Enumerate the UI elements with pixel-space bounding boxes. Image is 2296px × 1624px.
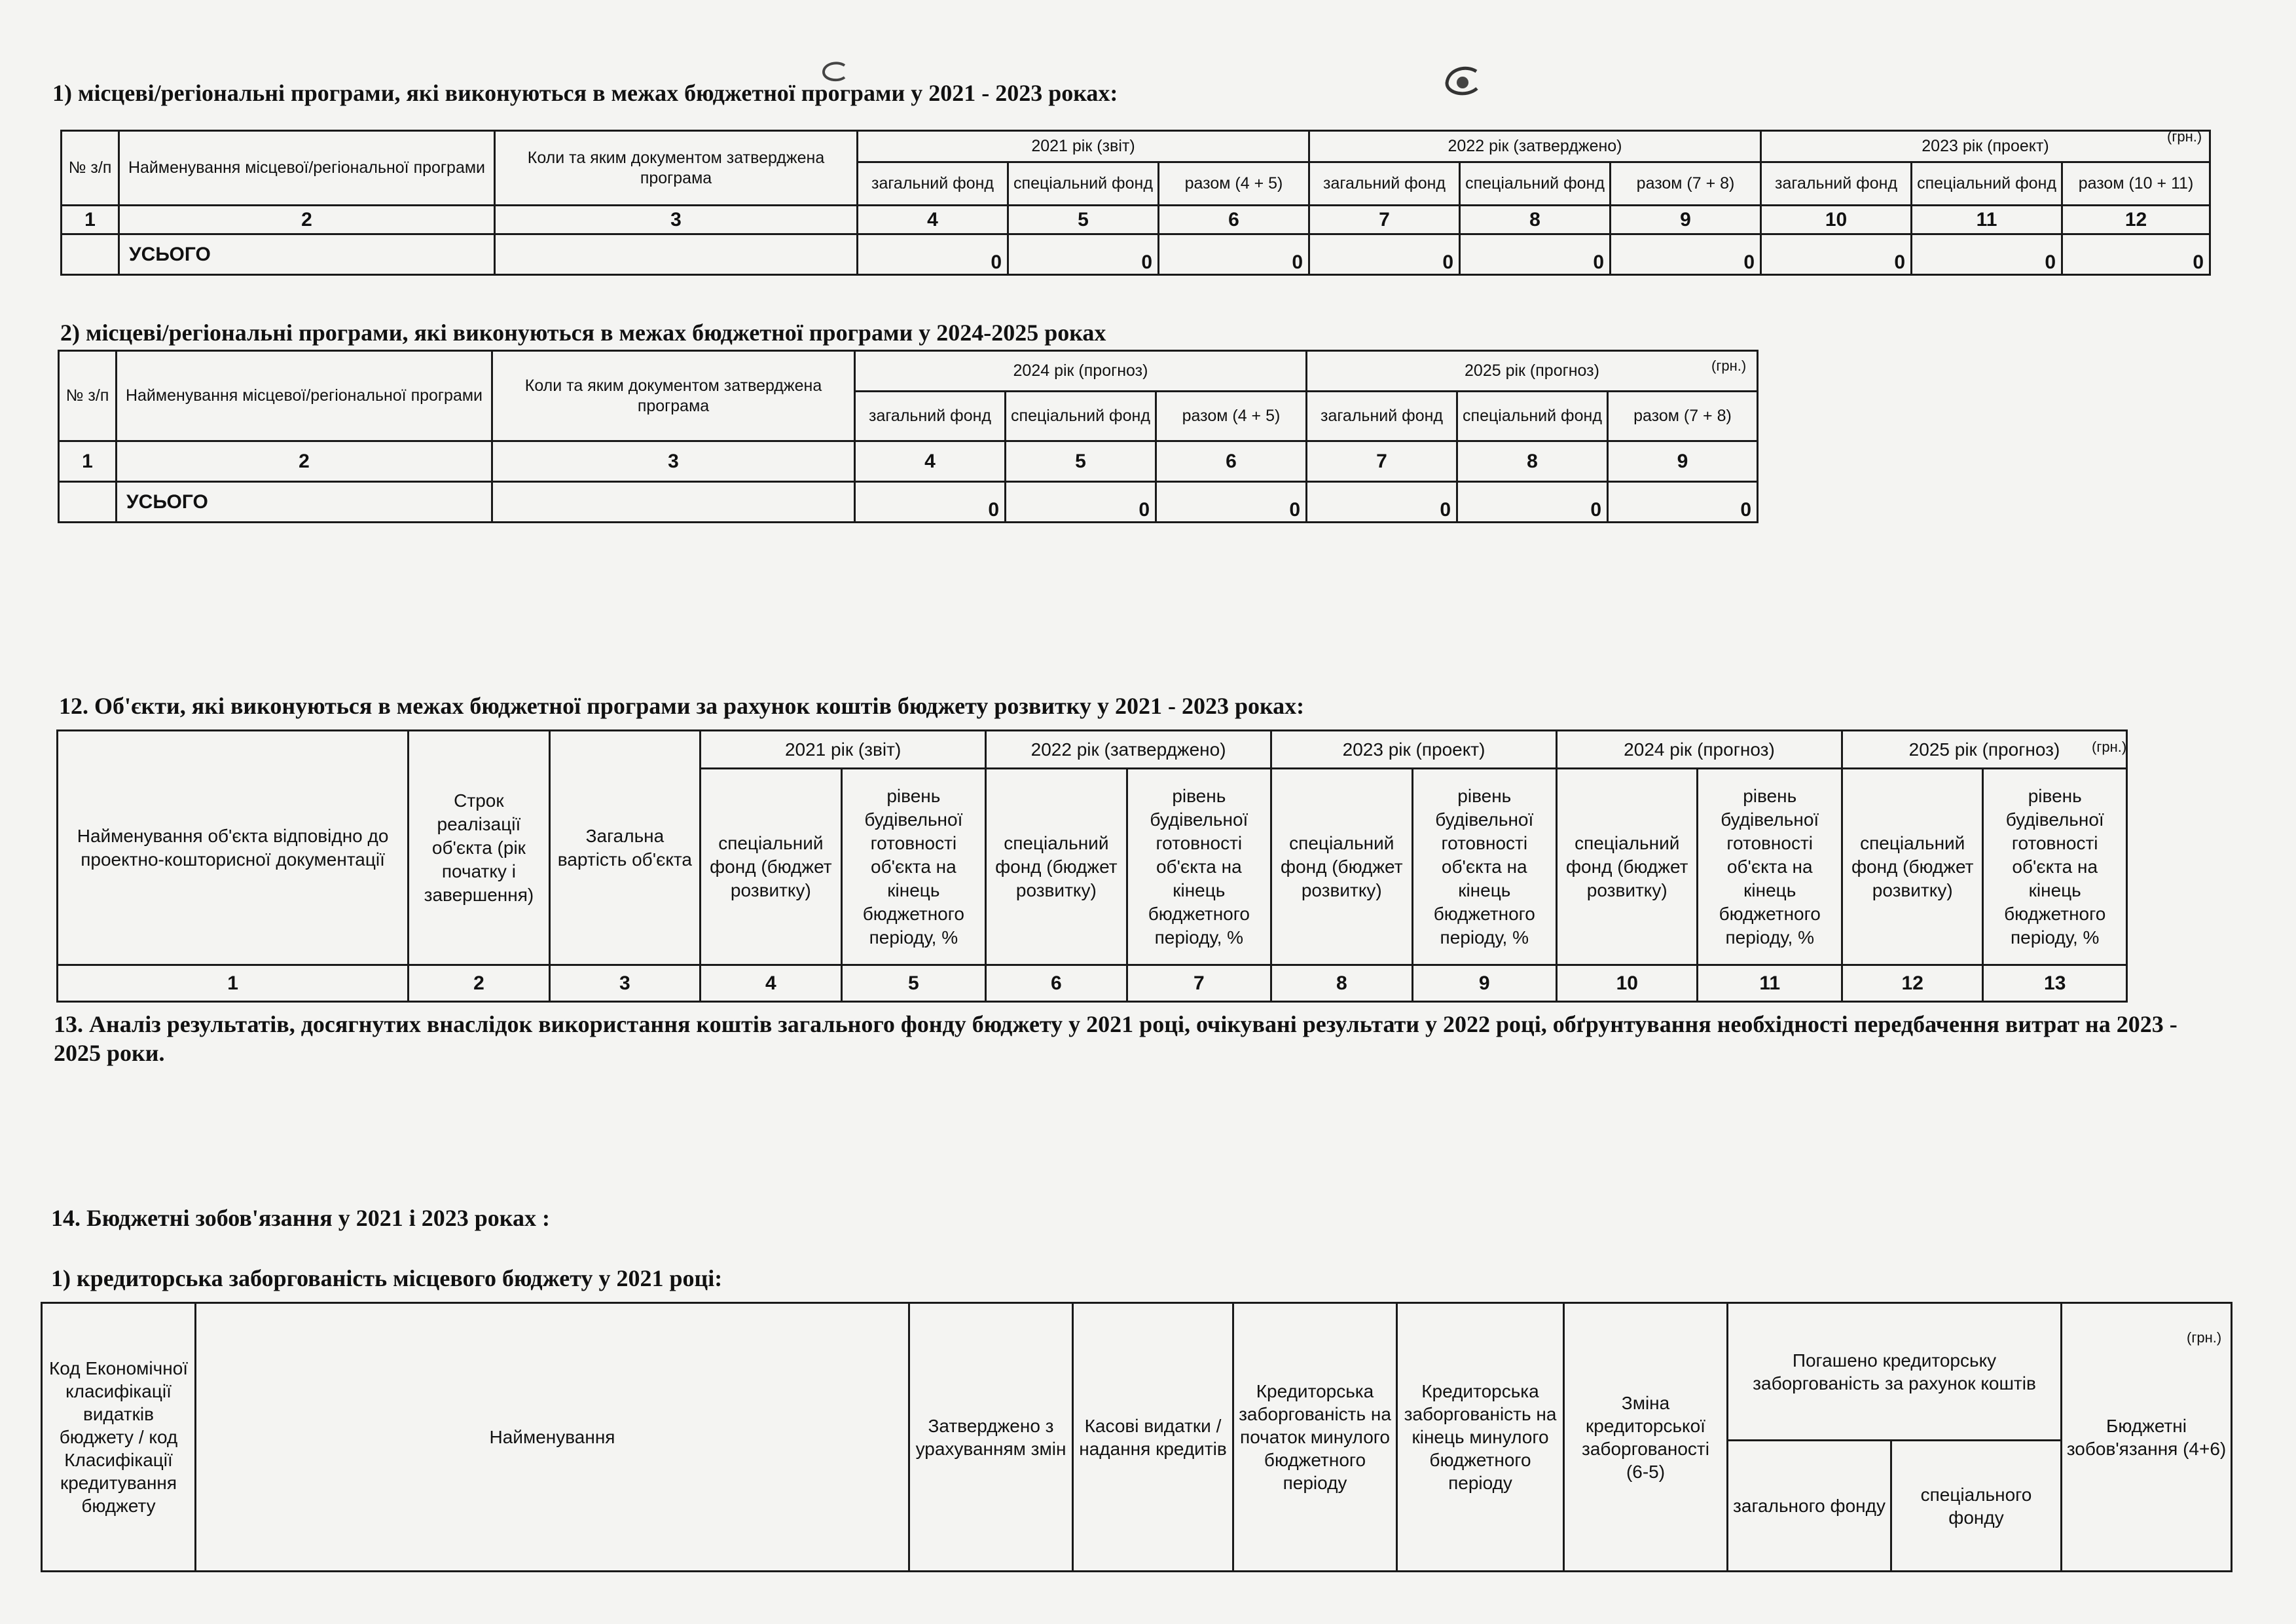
sub-readiness: рівень будівельної готовності об'єкта на кінець бюджетного періоду, % — [1983, 769, 2127, 965]
total-value: 0 — [855, 482, 1006, 523]
total-value: 0 — [1611, 234, 1761, 275]
header-year-2025: 2025 рік (прогноз) — [1307, 351, 1758, 392]
column-number: 3 — [492, 441, 855, 482]
total-value: 0 — [1159, 234, 1309, 275]
section14-unit: (грн.) — [2187, 1329, 2222, 1346]
column-number: 10 — [1557, 965, 1698, 1002]
column-number: 5 — [1008, 206, 1159, 234]
header-program-name: Найменування місцевої/регіональної програми — [117, 351, 492, 441]
column-number: 9 — [1608, 441, 1758, 482]
table-creditor-debt-2021 — [41, 1302, 2232, 1572]
total-value: 0 — [1156, 482, 1307, 523]
section14-sub-heading: 1) кредиторська заборгованість місцевого бюджету у 2021 році: — [51, 1265, 723, 1291]
header-debt-start: Кредиторська заборгованість на початок минулого бюджетного періоду — [1233, 1303, 1397, 1572]
column-number: 2 — [119, 206, 495, 234]
sub-total: разом (4 + 5) — [1159, 162, 1309, 206]
sub-total: разом (7 + 8) — [1608, 392, 1758, 441]
sub-readiness: рівень будівельної готовності об'єкта на кінець бюджетного періоду, % — [841, 769, 986, 965]
header-total-cost: Загальна вартість об'єкта — [549, 731, 701, 965]
column-number: 2 — [409, 965, 549, 1002]
header-debt-end: Кредиторська заборгованість на кінець минулого бюджетного періоду — [1397, 1303, 1564, 1572]
header-year-2023: 2023 рік (проект) — [1271, 731, 1557, 769]
sub-readiness: рівень будівельної готовності об'єкта на кінець бюджетного періоду, % — [1127, 769, 1271, 965]
column-number: 1 — [62, 206, 119, 234]
column-number: 6 — [1159, 206, 1309, 234]
total-value: 0 — [1912, 234, 2062, 275]
header-year-2024: 2024 рік (прогноз) — [1557, 731, 1842, 769]
table-development-objects — [56, 729, 2128, 1003]
table-local-programs-2024-2025 — [58, 350, 1758, 523]
total-value: 0 — [2062, 234, 2210, 275]
header-approval-doc: Коли та яким документом затверджена програма — [495, 131, 858, 206]
section14-heading: 14. Бюджетні зобов'язання у 2021 і 2023 роках : — [51, 1205, 550, 1231]
column-number: 10 — [1761, 206, 1912, 234]
header-object-name: Найменування об'єкта відповідно до проектно-кошторисної документації — [58, 731, 409, 965]
sub-special-fund: спеціальний фонд (бюджет розвитку) — [1271, 769, 1412, 965]
total-value: 0 — [1006, 482, 1156, 523]
total-value: 0 — [1460, 234, 1611, 275]
column-number: 6 — [1156, 441, 1307, 482]
total-value: 0 — [1457, 482, 1608, 523]
total-label: УСЬОГО — [117, 482, 492, 523]
table-local-programs-2021-2023 — [60, 130, 2211, 276]
header-cash-expenses: Касові видатки / надання кредитів — [1073, 1303, 1233, 1572]
header-term: Строк реалізації об'єкта (рік початку і завершення) — [409, 731, 549, 965]
header-year-2024: 2024 рік (прогноз) — [855, 351, 1307, 392]
sub-special-fund: спеціальний фонд (бюджет розвитку) — [1557, 769, 1698, 965]
header-year-2021: 2021 рік (звіт) — [701, 731, 986, 769]
sub-general-fund: загальний фонд — [855, 392, 1006, 441]
total-value: 0 — [1307, 482, 1457, 523]
section12-unit: (грн.) — [2092, 739, 2127, 755]
total-value: 0 — [1608, 482, 1758, 523]
sub-general-fund: загального фонду — [1728, 1441, 1891, 1572]
header-num: № з/п — [59, 351, 117, 441]
header-year-2023: 2023 рік (проект) — [1761, 131, 2210, 162]
header-year-2025: 2025 рік (прогноз) — [1842, 731, 2126, 769]
header-obligations: Бюджетні зобов'язання (4+6) — [2062, 1303, 2232, 1572]
column-number: 4 — [701, 965, 841, 1002]
header-program-name: Найменування місцевої/регіональної програми — [119, 131, 495, 206]
column-number: 9 — [1412, 965, 1556, 1002]
column-number: 5 — [1006, 441, 1156, 482]
sub-general-fund: загальний фонд — [1307, 392, 1457, 441]
header-economic-code: Код Економічної класифікації видатків бюджету / код Класифікації кредитування бюджету — [42, 1303, 196, 1572]
header-approval-doc: Коли та яким документом затверджена програма — [492, 351, 855, 441]
section11-1-heading: 1) місцеві/регіональні програми, які виконуються в межах бюджетної програми у 2021 - 2023 роках: — [52, 80, 1118, 106]
total-value: 0 — [1309, 234, 1460, 275]
column-number: 2 — [117, 441, 492, 482]
column-number: 12 — [2062, 206, 2210, 234]
column-number: 3 — [495, 206, 858, 234]
sub-general-fund: загальний фонд — [858, 162, 1008, 206]
sub-total: разом (4 + 5) — [1156, 392, 1307, 441]
column-number: 4 — [858, 206, 1008, 234]
section13-heading: 13. Аналіз результатів, досягнутих внаслідок використання коштів загального фонду бюджету у 2021 році, очікувані результати у 2022 році, обґрунтування необхідності передбачення витрат на 2023 - 2025 роки. — [54, 1011, 2178, 1066]
total-label: УСЬОГО — [119, 234, 495, 275]
header-approved: Затверджено з урахуванням змін — [909, 1303, 1073, 1572]
sub-general-fund: загальний фонд — [1309, 162, 1460, 206]
sub-special-fund: спеціальний фонд — [1912, 162, 2062, 206]
column-number: 12 — [1842, 965, 1982, 1002]
total-value: 0 — [858, 234, 1008, 275]
header-year-2022: 2022 рік (затверджено) — [1309, 131, 1761, 162]
sub-total: разом (10 + 11) — [2062, 162, 2210, 206]
section12-heading: 12. Об'єкти, які виконуються в межах бюджетної програми за рахунок коштів бюджету розвитку у 2021 - 2023 роках: — [59, 693, 1305, 719]
column-number: 4 — [855, 441, 1006, 482]
header-year-2022: 2022 рік (затверджено) — [986, 731, 1271, 769]
sub-special-fund: спеціального фонду — [1891, 1441, 2062, 1572]
column-number: 8 — [1460, 206, 1611, 234]
column-number: 7 — [1307, 441, 1457, 482]
sub-readiness: рівень будівельної готовності об'єкта на кінець бюджетного періоду, % — [1412, 769, 1556, 965]
header-name: Найменування — [196, 1303, 909, 1572]
section11-2-unit: (грн.) — [1711, 358, 1747, 374]
total-row-empty — [59, 482, 117, 523]
column-number: 11 — [1912, 206, 2062, 234]
header-num: № з/п — [62, 131, 119, 206]
sub-readiness: рівень будівельної готовності об'єкта на кінець бюджетного періоду, % — [1698, 769, 1842, 965]
total-row-empty — [495, 234, 858, 275]
header-debt-change: Зміна кредиторської заборгованості (6-5) — [1564, 1303, 1728, 1572]
column-number: 7 — [1309, 206, 1460, 234]
total-row-empty — [62, 234, 119, 275]
section11-1-unit: (грн.) — [2167, 128, 2202, 145]
column-number: 5 — [841, 965, 986, 1002]
sub-special-fund: спеціальний фонд — [1006, 392, 1156, 441]
column-number: 6 — [986, 965, 1127, 1002]
sub-special-fund: спеціальний фонд — [1008, 162, 1159, 206]
column-number: 7 — [1127, 965, 1271, 1002]
total-value: 0 — [1761, 234, 1912, 275]
column-number: 8 — [1457, 441, 1608, 482]
sub-special-fund: спеціальний фонд (бюджет розвитку) — [986, 769, 1127, 965]
total-value: 0 — [1008, 234, 1159, 275]
sub-special-fund: спеціальний фонд (бюджет розвитку) — [1842, 769, 1982, 965]
sub-total: разом (7 + 8) — [1611, 162, 1761, 206]
column-number: 9 — [1611, 206, 1761, 234]
sub-special-fund: спеціальний фонд — [1460, 162, 1611, 206]
column-number: 1 — [59, 441, 117, 482]
header-year-2021: 2021 рік (звіт) — [858, 131, 1309, 162]
column-number: 3 — [549, 965, 701, 1002]
header-debt-repaid: Погашено кредиторську заборгованість за рахунок коштів — [1728, 1303, 2062, 1441]
column-number: 13 — [1983, 965, 2127, 1002]
sub-general-fund: загальний фонд — [1761, 162, 1912, 206]
sub-special-fund: спеціальний фонд (бюджет розвитку) — [701, 769, 841, 965]
sub-special-fund: спеціальний фонд — [1457, 392, 1608, 441]
column-number: 11 — [1698, 965, 1842, 1002]
column-number: 1 — [58, 965, 409, 1002]
total-row-empty — [492, 482, 855, 523]
hole-punch-mark — [1440, 62, 1486, 101]
column-number: 8 — [1271, 965, 1412, 1002]
section11-2-heading: 2) місцеві/регіональні програми, які виконуються в межах бюджетної програми у 2024-2025 роках — [60, 320, 1106, 346]
